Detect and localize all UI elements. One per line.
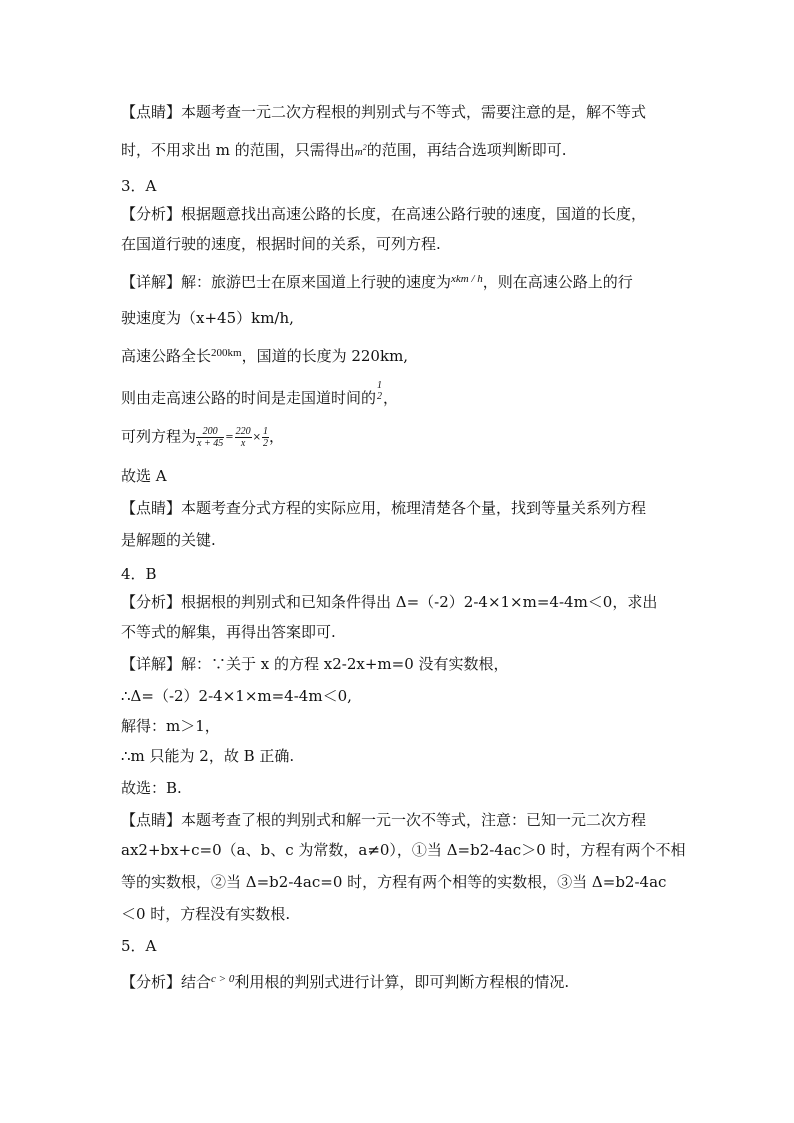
q4-note-line-1: 【点睛】本题考查了根的判别式和解一元一次不等式，注意：已知一元二次方程 — [121, 811, 647, 829]
q4-detail-line-3: 解得：m＞1， — [121, 717, 220, 735]
m-squared-base: m — [354, 146, 363, 158]
eq-mid-denominator: x — [240, 438, 246, 449]
one-half-fraction — [376, 380, 383, 402]
eq-mid-numerator: 220 — [235, 426, 251, 437]
q3-equation-tail: ， — [268, 427, 284, 446]
prev-note-line-2 — [121, 140, 567, 163]
eq-times-sign: × — [252, 431, 261, 443]
q3-detail-line-3-text-a: 高速公路全长 — [121, 347, 212, 365]
q3-detail-line-1-text-a: 【详解】解：旅游巴士在原来国道上行驶的速度为 — [121, 273, 452, 291]
prev-note-line-1: 【点睛】本题考查一元二次方程根的判别式与不等式，需要注意的是，解不等式 — [121, 103, 647, 121]
q3-detail-line-3-text-b: ，国道的长度为 220km, — [241, 347, 409, 365]
eq-mid-fraction — [235, 426, 252, 449]
q3-analysis-line-2: 在国道行驶的速度，根据时间的关系，可列方程. — [121, 235, 441, 253]
eq-lhs-fraction — [196, 426, 224, 449]
eq-rhs-fraction — [262, 426, 269, 449]
q3-detail-line-2: 驶速度为（x+45）km/h, — [121, 309, 294, 327]
q4-note-line-3: 等的实数根，②当 Δ=b2-4ac=0 时，方程有两个相等的实数根，③当 Δ=b2-4ac — [121, 873, 667, 891]
q3-note-line-1: 【点睛】本题考查分式方程的实际应用，梳理清楚各个量，找到等量关系列方程 — [121, 499, 647, 517]
q4-analysis-line-1: 【分析】根据根的判别式和已知条件得出 Δ=（-2）2-4×1×m=4-4m＜0，求出 — [121, 593, 658, 611]
question-3-answer: 3．A — [121, 177, 157, 195]
m-squared-formula — [354, 143, 367, 158]
eq-rhs-numerator: 1 — [262, 426, 268, 437]
eq-rhs-denominator: 2 — [262, 438, 268, 449]
eq-equals-sign: = — [225, 431, 234, 443]
q4-detail-line-2: ∴Δ=（-2）2-4×1×m=4-4m＜0, — [121, 687, 352, 705]
q3-analysis-line-1: 【分析】根据题意找出高速公路的长度，在高速公路行驶的速度，国道的长度， — [121, 205, 647, 223]
prev-note-line-2-text-b: 的范围，再结合选项判断即可. — [366, 141, 567, 159]
q3-equation-line — [121, 426, 284, 449]
q5-analysis-text-b: 利用根的判别式进行计算，即可判断方程根的情况. — [234, 973, 570, 991]
q4-analysis-line-2: 不等式的解集，再得出答案即可. — [121, 623, 336, 641]
q3-detail-line-4-text-b: ， — [383, 389, 399, 407]
q3-choice: 故选 A — [121, 467, 167, 485]
fraction-denominator: 2 — [377, 391, 383, 402]
speed-formula: xkm / h — [451, 273, 483, 285]
eq-lhs-denominator: x + 45 — [197, 438, 224, 449]
q4-detail-line-1: 【详解】解：∵关于 x 的方程 x2-2x+m=0 没有实数根， — [121, 655, 509, 673]
q3-detail-line-3 — [121, 346, 408, 368]
q4-detail-line-4: ∴m 只能为 2，故 B 正确. — [121, 747, 295, 765]
question-5-answer: 5．A — [121, 937, 157, 955]
q4-note-line-4: ＜0 时，方程没有实数根. — [121, 905, 291, 923]
q3-detail-line-4-text-a: 则由走高速公路的时间是走国道时间的 — [121, 389, 377, 407]
q3-note-line-2: 是解题的关键. — [121, 531, 216, 549]
q4-note-line-2: ax2+bx+c=0（a、b、c 为常数，a≠0），①当 Δ=b2-4ac＞0 时，方程有两个不相 — [121, 841, 686, 859]
q5-analysis-text-a: 【分析】结合 — [121, 973, 212, 991]
m-squared-exponent: 2 — [362, 143, 367, 152]
eq-lhs-numerator: 200 — [196, 426, 224, 438]
question-4-answer: 4．B — [121, 565, 157, 583]
fraction-numerator: 1 — [377, 380, 383, 391]
q4-choice: 故选：B. — [121, 779, 182, 797]
q3-detail-line-4 — [121, 380, 399, 410]
highway-length-formula: 200km — [211, 347, 242, 359]
q3-equation-intro: 可列方程为 — [121, 427, 197, 446]
q3-detail-line-1 — [121, 272, 633, 294]
prev-note-line-2-text-a: 时，不用求出 m 的范围，只需得出 — [121, 141, 355, 159]
q5-analysis-line — [121, 972, 569, 994]
c-positive-formula: c > 0 — [211, 973, 235, 985]
q3-detail-line-1-text-b: ，则在高速公路上的行 — [482, 273, 633, 291]
